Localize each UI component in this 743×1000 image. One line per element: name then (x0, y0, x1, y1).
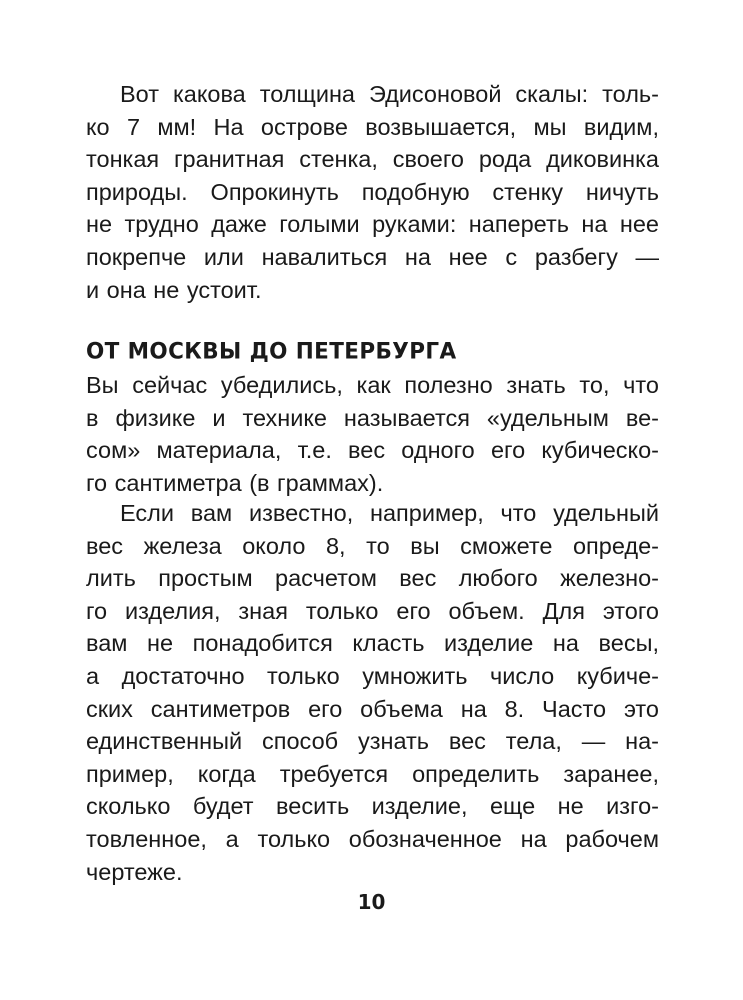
text-line: и она не устоит. (86, 276, 262, 303)
text-line: Если вам известно, например, что удельный (120, 500, 659, 526)
text-line: тонкая гранитная стенка, своего рода диковинка (86, 146, 659, 173)
text-line: а достаточно только умножить число кубиче- (86, 662, 659, 689)
paragraph-specific-weight (86, 369, 659, 499)
text-line: го сантиметра (в граммах). (86, 469, 384, 496)
text-line: пример, когда требуется определить заранее, (86, 760, 659, 787)
paragraph-iron-weight (86, 497, 659, 888)
text-line: лить простым расчетом вес любого железно- (86, 565, 659, 592)
text-line: в физике и технике называется «удельным ве- (86, 404, 659, 431)
text-line: ских сантиметров его объема на 8. Часто это (86, 695, 659, 722)
text-line: вес железа около 8, то вы сможете опреде- (86, 532, 659, 559)
text-line: вам не понадобится класть изделие на весы, (86, 630, 659, 657)
text-line: не трудно даже голыми руками: напереть на нее (86, 211, 659, 238)
text-line: сом» материала, т.е. вес одного его кубическо- (86, 437, 659, 464)
text-line: покрепче или навалиться на нее с разбегу — (86, 243, 659, 270)
text-line: чертеже. (86, 858, 183, 885)
text-line: ко 7 мм! На острове возвышается, мы видим, (86, 113, 659, 140)
text-line: го изделия, зная только его объем. Для этого (86, 597, 659, 624)
text-line: Вот какова толщина Эдисоновой скалы: толь- (120, 81, 659, 107)
paragraph-edison-rock (86, 78, 659, 306)
section-heading: ОТ МОСКВЫ ДО ПЕТЕРБУРГА (86, 338, 457, 365)
text-line: сколько будет весить изделие, еще не изго- (86, 793, 659, 820)
page-number: 10 (357, 890, 386, 914)
text-line: Вы сейчас убедились, как полезно знать то, что (86, 372, 659, 398)
text-line: товленное, а только обозначенное на рабочем (86, 825, 659, 852)
text-line: природы. Опрокинуть подобную стенку ничуть (86, 178, 659, 205)
text-line: единственный способ узнать вес тела, — на- (86, 728, 659, 755)
